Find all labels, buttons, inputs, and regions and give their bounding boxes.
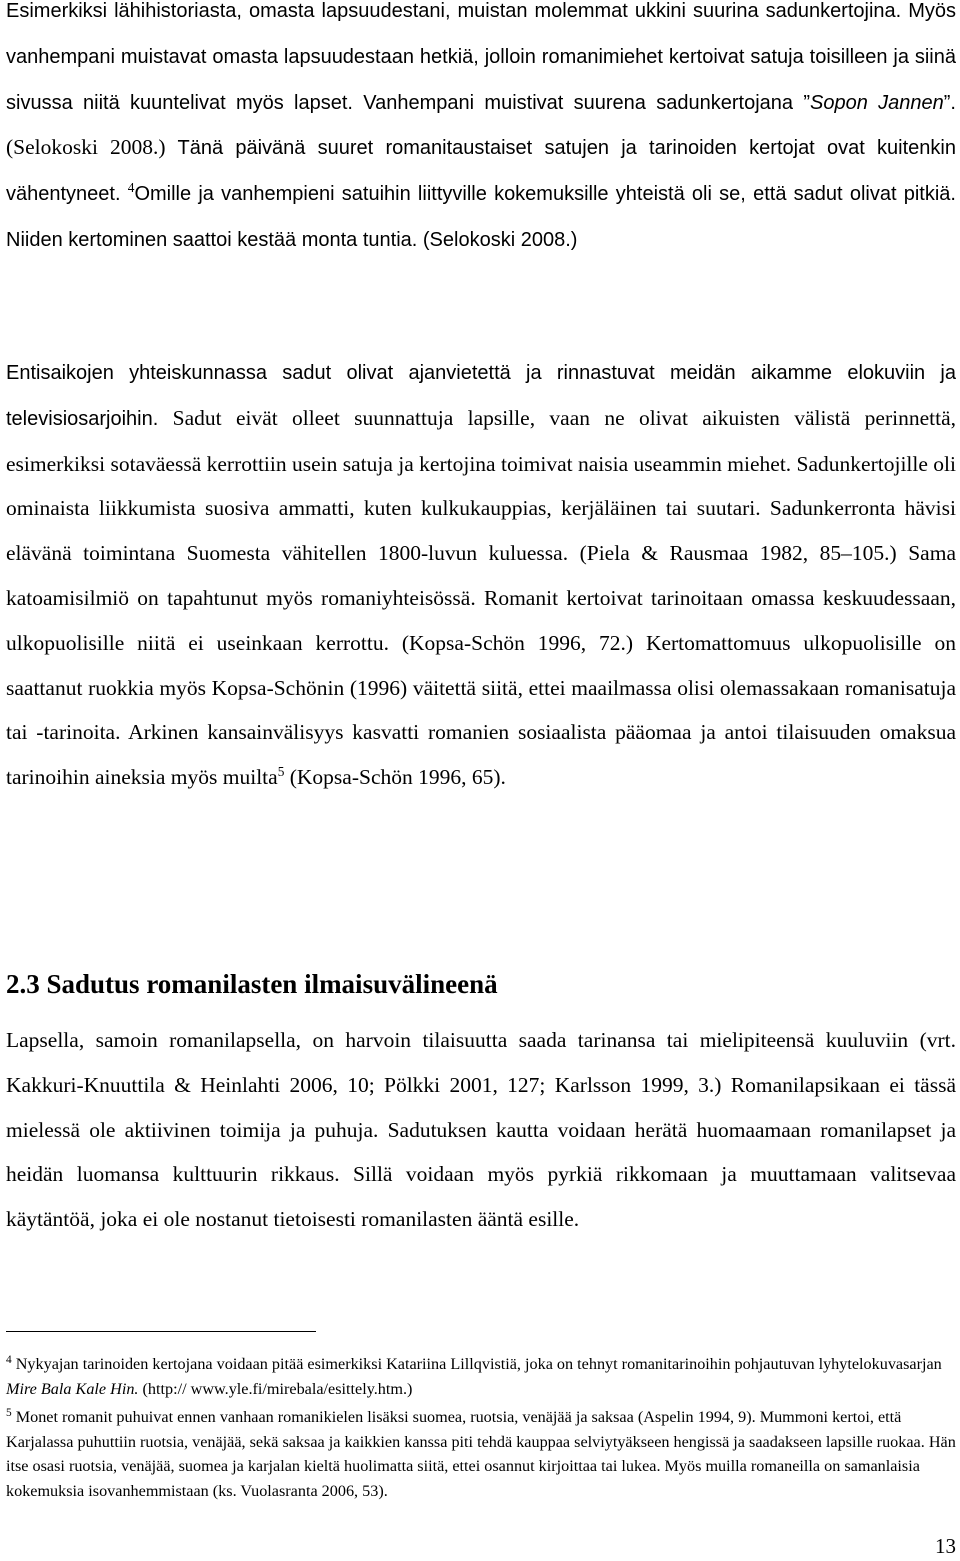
footnote-text: Nykyajan tarinoiden kertojana voidaan pitää esimerkiksi Katariina Lillqvistiä, joka on tehnyt romanitarinoihin pohjautuvan lyhytelokuvasarjan [11,1355,942,1373]
section-title: Sadutus romanilasten ilmaisuvälineenä [46,969,498,999]
paragraph-text-serif: Sadut eivät olleet suunnattuja lapsille, vaan ne olivat aikuisten välistä perinnettä, esimerkiksi sotaväessä kerrottiin usein satuja ja kertojina toimivat naisia useammin miehet. Sadunkertojille oli ominaista liikkumista suosiva ammatti, kuten kulkukauppias, kerjäläinen tai suutari. Sadunkerronta hävisi elävänä toimintana Suomesta vähitellen 1800-luvun kuluessa. (Piela & Rausmaa 1982, 85–105.) Sama katoamisilmiö on tapahtunut myös romaniyhteisössä. Romanit kertoivat tarinoitaan omassa keskuudessaan, ulkopuolisille niitä ei useinkaan kerrottu. (Kopsa-Schön 1996, 72.) Kertomattomuus ulkopuolisille on saattanut ruokkia myös Kopsa-Schönin (1996) väitettä siitä, ettei maailmassa olisi olemassakaan romanisatuja tai -tarinoita. Arkinen kansainvälisyys kasvatti romanien sosiaalista pääomaa ja antoi tilaisuuden omaksua tarinoihin aineksia myös muilta [6,405,956,790]
footnote-4 [6,1352,956,1401]
footnote-text: (http:// www.yle.fi/mirebala/esittely.htm.) [138,1379,413,1398]
paragraph-historical-storytelling [6,350,956,800]
footnote-5 [6,1405,956,1503]
section-number: 2.3 [6,969,40,999]
footnote-ref-4: 4 [127,180,135,196]
footnote-separator [6,1331,316,1332]
paragraph-text-serif: (Kopsa-Schön 1996, 65). [284,765,506,790]
paragraph-text-sans: Esimerkiksi lähihistoriasta, omasta lapsuudestani, muistan molemmat ukkini suurina sadunkertojina. Myös vanhempani muistavat omasta lapsuudestaan hetkiä, jolloin romanimiehet kertoivat satuja toisilleen ja siinä sivussa niitä kuuntelivat myös lapset. Vanhempani muistivat suurena sadunkertojana ” [6,0,956,114]
paragraph-text-sans: Entisaikojen yhteiskunnassa sadut olivat ajanvietettä ja rinnastuvat meidän aikamme elokuviin ja televisiosarjoihin. [6,362,956,430]
page-number: 13 [935,1534,956,1558]
footnote-mark: 4 [6,1353,12,1366]
citation: (Selokoski 2008.) [6,135,166,160]
footnote-text: Monet romanit puhuivat ennen vanhaan romanikielen lisäksi suomea, ruotsia, venäjää ja saksaa (Aspelin 1994, 9). Mummoni kertoi, että Karjalassa puhuttiin ruotsia, venäjää, sekä saksaa ja kaikkien kanssa piti tehdä kauppaa selviytyäkseen hengissä ja saadakseen lapsille ruokaa. Hän itse osasi ruotsia, venäjää, suomea ja karjalan kieltä huolimatta siitä, ettei osannut kirjoittaa tai lukea. Myös muilla romaneilla on samanlaisia kokemuksia isovanhemmistaan (ks. Vuolasranta 2006, 53). [6,1408,956,1500]
paragraph-text-sans: ”. [943,91,956,114]
footnote-mark: 5 [6,1406,12,1419]
paragraph-child-voice: Lapsella, samoin romanilapsella, on harvoin tilaisuutta saada tarinansa tai mielipiteensä kuuluviin (vrt. Kakkuri-Knuuttila & Heinlahti 2006, 10; Pölkki 2001, 127; Karlsson 1999, 3.) Romanilapsikaan ei tässä mielessä ole aktiivinen toimija ja puhuja. Sadutuksen kautta voidaan herätä huomaamaan romanilapset ja heidän luomansa kulttuurin rikkaus. Sillä voidaan myös pyrkiä rikkomaan ja muuttamaan valitsevaa käytäntöä, joka ei ole nostanut tietoisesti romanilasten ääntä esille. [6,1028,956,1232]
footnote-ref-5: 5 [277,764,285,780]
paragraph-text-sans: Omille ja vanhempieni satuihin liittyville kokemuksille yhteistä oli se, että sadut olivat pitkiä. Niiden kertominen saattoi kestää monta tuntia. (Selokoski 2008.) [6,183,956,251]
section-heading [6,962,498,1006]
paragraph-text-sans: Tänä päivänä suuret romanitaustaiset satujen ja tarinoiden kertojat ovat kuitenkin vähentyneet. [6,137,956,206]
film-title-italic: Mire Bala Kale Hin. [6,1379,139,1398]
paragraph-childhood-storytellers [6,0,956,263]
storyteller-name-italic: Sopon Jannen [810,91,944,114]
